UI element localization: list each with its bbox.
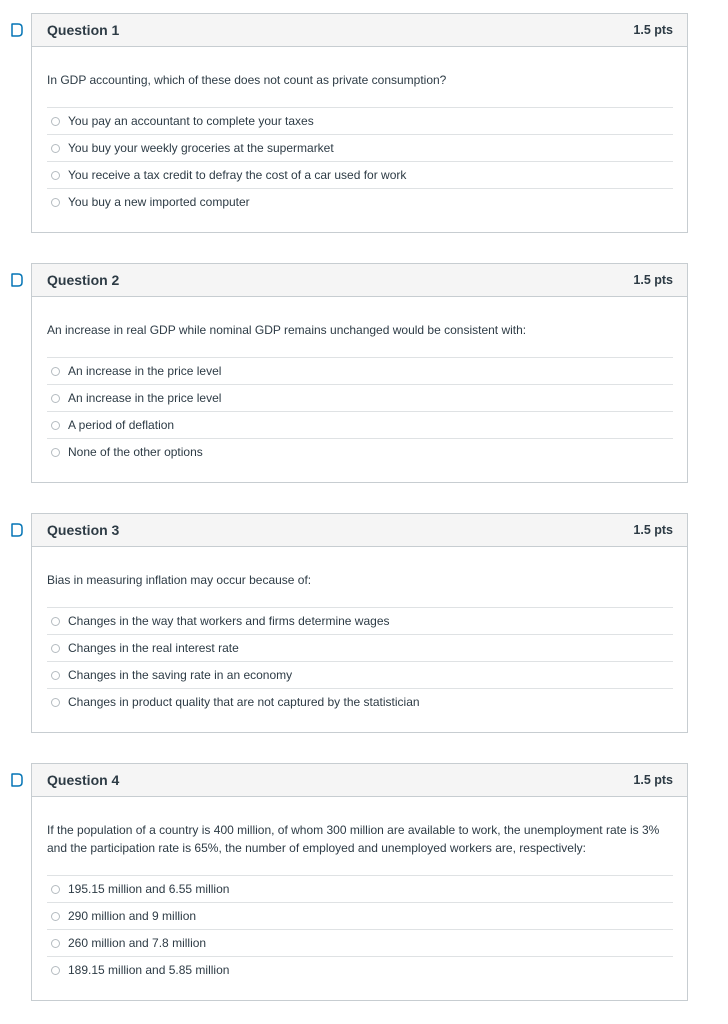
answer-label: Changes in the real interest rate <box>68 641 239 655</box>
flag-icon[interactable] <box>10 523 24 537</box>
radio-icon[interactable] <box>51 394 60 403</box>
answer-label: Changes in the way that workers and firms determine wages <box>68 614 390 628</box>
answer-option[interactable] <box>47 876 673 903</box>
answer-list <box>47 107 673 215</box>
flag-icon[interactable] <box>10 273 24 287</box>
radio-icon[interactable] <box>51 671 60 680</box>
answer-label: 189.15 million and 5.85 million <box>68 963 230 977</box>
question-text: An increase in real GDP while nominal GDP remains unchanged would be consistent with: <box>47 323 527 337</box>
radio-icon[interactable] <box>51 198 60 207</box>
radio-icon[interactable] <box>51 617 60 626</box>
answer-option[interactable] <box>47 689 673 715</box>
answer-option[interactable] <box>47 903 673 930</box>
answer-label: You buy a new imported computer <box>68 195 250 209</box>
answer-option[interactable] <box>47 135 673 162</box>
question-card <box>31 13 688 233</box>
answer-option[interactable] <box>47 635 673 662</box>
answer-label: A period of deflation <box>68 418 175 432</box>
answer-label: You pay an accountant to complete your taxes <box>68 114 314 128</box>
answer-label: You receive a tax credit to defray the cost of a car used for work <box>68 168 407 182</box>
flag-icon[interactable] <box>10 773 24 787</box>
question-card <box>31 763 688 1001</box>
radio-icon[interactable] <box>51 421 60 430</box>
answer-label: An increase in the price level <box>68 364 222 378</box>
answer-option[interactable] <box>47 412 673 439</box>
answer-option[interactable] <box>47 662 673 689</box>
question-header <box>32 14 687 47</box>
question-header <box>32 514 687 547</box>
answer-label: An increase in the price level <box>68 391 222 405</box>
answer-option[interactable] <box>47 189 673 215</box>
question-title: Question 4 <box>47 772 120 788</box>
radio-icon[interactable] <box>51 367 60 376</box>
answer-option[interactable] <box>47 439 673 465</box>
answer-label: You buy your weekly groceries at the supermarket <box>68 141 334 155</box>
question-title: Question 2 <box>47 272 120 288</box>
radio-icon[interactable] <box>51 698 60 707</box>
answer-option[interactable] <box>47 930 673 957</box>
answer-list <box>47 607 673 715</box>
question-text: In GDP accounting, which of these does not count as private consumption? <box>47 73 447 87</box>
radio-icon[interactable] <box>51 448 60 457</box>
radio-icon[interactable] <box>51 117 60 126</box>
flag-icon[interactable] <box>10 23 24 37</box>
answer-label: Changes in product quality that are not captured by the statistician <box>68 695 420 709</box>
answer-option[interactable] <box>47 162 673 189</box>
answer-label: 195.15 million and 6.55 million <box>68 882 230 896</box>
answer-option[interactable] <box>47 957 673 983</box>
answer-label: 290 million and 9 million <box>68 909 197 923</box>
radio-icon[interactable] <box>51 171 60 180</box>
radio-icon[interactable] <box>51 644 60 653</box>
question-card <box>31 263 688 483</box>
question-points: 1.5 pts <box>633 23 673 37</box>
radio-icon[interactable] <box>51 939 60 948</box>
answer-list <box>47 875 673 983</box>
question-text: If the population of a country is 400 million, of whom 300 million are available to work, the unemployment rate is 3% and the participation rate is 65%, the number of employed and unemployed workers are, respectively: <box>47 823 660 855</box>
question-header <box>32 264 687 297</box>
answer-label: Changes in the saving rate in an economy <box>68 668 293 682</box>
question-points: 1.5 pts <box>633 773 673 787</box>
radio-icon[interactable] <box>51 885 60 894</box>
question-text: Bias in measuring inflation may occur because of: <box>47 573 312 587</box>
question-header <box>32 764 687 797</box>
question-card <box>31 513 688 733</box>
answer-label: 260 million and 7.8 million <box>68 936 207 950</box>
answer-list <box>47 357 673 465</box>
answer-option[interactable] <box>47 608 673 635</box>
radio-icon[interactable] <box>51 966 60 975</box>
question-title: Question 1 <box>47 22 120 38</box>
answer-option[interactable] <box>47 108 673 135</box>
answer-option[interactable] <box>47 385 673 412</box>
question-points: 1.5 pts <box>633 523 673 537</box>
question-points: 1.5 pts <box>633 273 673 287</box>
answer-label: None of the other options <box>68 445 203 459</box>
radio-icon[interactable] <box>51 912 60 921</box>
question-title: Question 3 <box>47 522 120 538</box>
radio-icon[interactable] <box>51 144 60 153</box>
answer-option[interactable] <box>47 358 673 385</box>
